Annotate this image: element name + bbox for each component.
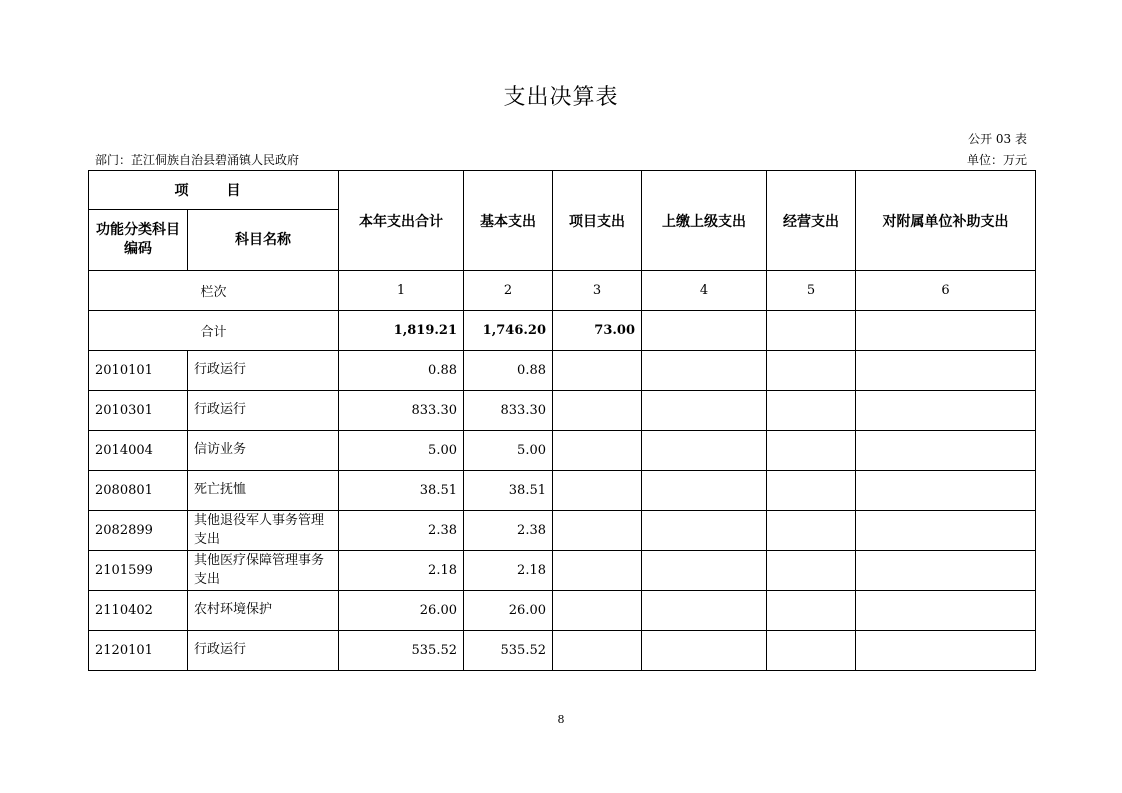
row-value: 5.00 xyxy=(464,431,553,471)
total-cell: 1,819.21 xyxy=(339,311,464,351)
total-row xyxy=(89,311,1036,351)
row-value xyxy=(856,471,1036,511)
total-cell xyxy=(642,311,767,351)
row-value: 5.00 xyxy=(339,431,464,471)
row-code: 2120101 xyxy=(89,631,188,671)
row-value: 2.18 xyxy=(464,551,553,591)
row-value: 2.18 xyxy=(339,551,464,591)
table-row xyxy=(89,511,1036,551)
unit-label: 单位：万元 xyxy=(966,153,1027,167)
row-value xyxy=(856,431,1036,471)
row-value: 26.00 xyxy=(464,591,553,631)
row-value xyxy=(642,471,767,511)
lanci-row xyxy=(89,271,1036,311)
row-value: 2.38 xyxy=(464,511,553,551)
row-code: 2010301 xyxy=(89,391,188,431)
total-cell xyxy=(767,311,856,351)
total-cell: 1,746.20 xyxy=(464,311,553,351)
header-subsidy: 对附属单位补助支出 xyxy=(856,171,1036,271)
total-cell xyxy=(856,311,1036,351)
row-value xyxy=(642,431,767,471)
row-value: 26.00 xyxy=(339,591,464,631)
row-value xyxy=(856,631,1036,671)
lanci-cell: 1 xyxy=(339,271,464,311)
form-number: 公开 03 表 xyxy=(968,132,1027,146)
row-code: 2010101 xyxy=(89,351,188,391)
row-code: 2110402 xyxy=(89,591,188,631)
row-code: 2014004 xyxy=(89,431,188,471)
row-value xyxy=(642,351,767,391)
row-value: 0.88 xyxy=(339,351,464,391)
total-cell: 73.00 xyxy=(553,311,642,351)
row-name: 行政运行 xyxy=(188,391,339,431)
row-name: 信访业务 xyxy=(188,431,339,471)
table-row xyxy=(89,351,1036,391)
row-value: 38.51 xyxy=(339,471,464,511)
header-upper: 上缴上级支出 xyxy=(642,171,767,271)
row-value xyxy=(767,351,856,391)
row-code: 2082899 xyxy=(89,511,188,551)
expenditure-table xyxy=(88,170,1036,671)
row-value xyxy=(767,551,856,591)
row-value xyxy=(767,471,856,511)
row-value xyxy=(767,511,856,551)
row-name: 行政运行 xyxy=(188,351,339,391)
lanci-cell: 3 xyxy=(553,271,642,311)
row-name: 死亡抚恤 xyxy=(188,471,339,511)
row-value: 535.52 xyxy=(339,631,464,671)
row-value: 535.52 xyxy=(464,631,553,671)
row-value: 0.88 xyxy=(464,351,553,391)
row-value xyxy=(856,551,1036,591)
row-name: 其他医疗保障管理事务支出 xyxy=(188,551,339,591)
header-total: 本年支出合计 xyxy=(339,171,464,271)
row-name: 其他退役军人事务管理支出 xyxy=(188,511,339,551)
table-row xyxy=(89,431,1036,471)
department-label: 部门：芷江侗族自治县碧涌镇人民政府 xyxy=(95,153,300,167)
header-operation: 经营支出 xyxy=(767,171,856,271)
row-value xyxy=(767,591,856,631)
row-value xyxy=(553,391,642,431)
row-value xyxy=(553,511,642,551)
row-value xyxy=(642,551,767,591)
row-value xyxy=(767,631,856,671)
row-value: 833.30 xyxy=(339,391,464,431)
header-basic: 基本支出 xyxy=(464,171,553,271)
row-name: 行政运行 xyxy=(188,631,339,671)
lanci-cell: 4 xyxy=(642,271,767,311)
row-value xyxy=(553,591,642,631)
row-name: 农村环境保护 xyxy=(188,591,339,631)
row-value: 2.38 xyxy=(339,511,464,551)
table-row xyxy=(89,631,1036,671)
row-value xyxy=(767,431,856,471)
header-project: 项目支出 xyxy=(553,171,642,271)
page-title: 支出决算表 xyxy=(503,85,619,110)
total-label: 合计 xyxy=(89,311,339,351)
row-value xyxy=(856,391,1036,431)
row-value xyxy=(553,631,642,671)
table-row xyxy=(89,471,1036,511)
row-code: 2101599 xyxy=(89,551,188,591)
row-value xyxy=(553,551,642,591)
lanci-label: 栏次 xyxy=(89,271,339,311)
lanci-cell: 2 xyxy=(464,271,553,311)
row-value xyxy=(642,511,767,551)
row-value xyxy=(856,351,1036,391)
table-row xyxy=(89,591,1036,631)
page-number: 8 xyxy=(557,713,565,726)
header-item: 项 目 xyxy=(89,171,339,210)
header-code: 功能分类科目编码 xyxy=(89,210,188,271)
row-code: 2080801 xyxy=(89,471,188,511)
table-row xyxy=(89,391,1036,431)
lanci-cell: 5 xyxy=(767,271,856,311)
row-value: 833.30 xyxy=(464,391,553,431)
header-name: 科目名称 xyxy=(188,210,339,271)
row-value xyxy=(553,471,642,511)
table-row xyxy=(89,551,1036,591)
row-value xyxy=(642,591,767,631)
row-value xyxy=(642,631,767,671)
row-value xyxy=(767,391,856,431)
row-value xyxy=(856,591,1036,631)
row-value xyxy=(553,431,642,471)
row-value: 38.51 xyxy=(464,471,553,511)
row-value xyxy=(856,511,1036,551)
lanci-cell: 6 xyxy=(856,271,1036,311)
row-value xyxy=(553,351,642,391)
row-value xyxy=(642,391,767,431)
